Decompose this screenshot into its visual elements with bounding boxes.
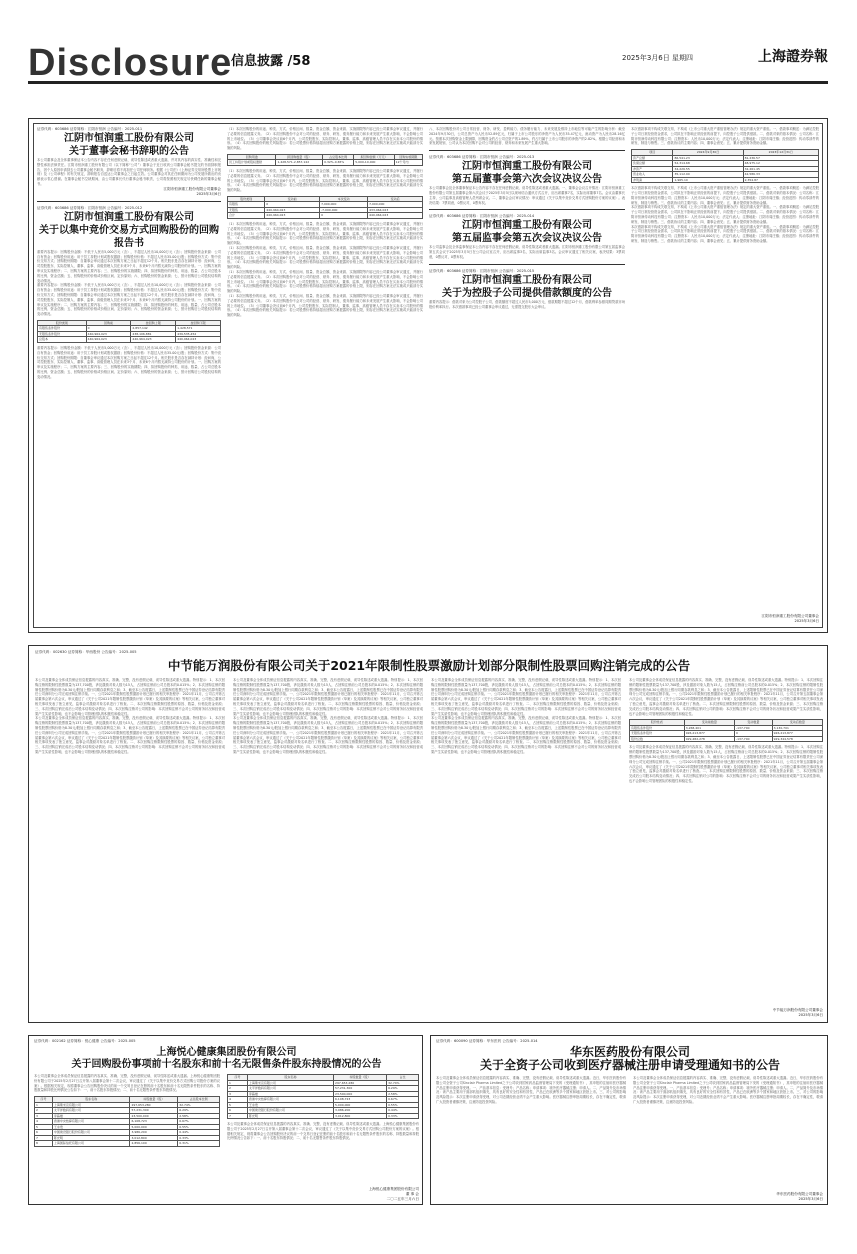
- table-cell: 4: [35, 1119, 53, 1125]
- table-header-cell: 回购实施期限: [394, 154, 422, 160]
- table-cell: 0.32%-0.65%: [323, 160, 354, 166]
- table-cell: 23,500,000: [130, 1113, 178, 1119]
- table-cell: 2: [228, 1086, 248, 1092]
- table-cell: 34,226.55: [673, 166, 743, 172]
- table-cell: 股份总数: [630, 736, 685, 742]
- announcement-body: 本公司及董事会全体成员保证信息披露的内容真实、准确、完整，没有虚假记载、误导性陈述或重大遗漏。上海悦心健康集团股份有限公司于2025年2月27日召开第八届董事会第十二次会议，审议通过了《关于以集中竞价交易方式回购公司股份方案的议案》。根据相关规定，现将董事会公告回购股份决议的前一个交易日登记在册的前十名股东和前十名无限售条件股东的名称、持股数量和持股比例情况公告如下：一、前十名股东持股情况；二、前十名无限售条件股东持股情况。: [34, 1074, 220, 1093]
- table-cell: 上海斯米克有限公司: [52, 1102, 130, 1108]
- financial-table: [631, 149, 819, 183]
- announcement-meta: 证券代码：603686 证券简称：江阴市恒润 公告编号：2025-011: [37, 127, 143, 131]
- table-cell: 3,012,800: [130, 1135, 178, 1141]
- table-cell: 营业收入: [632, 172, 673, 178]
- table-cell: 0.67%: [387, 1097, 419, 1103]
- announcement-body: 八、本次回购股份对公司日常经营、财务、研发、盈利能力、债务履行能力、未来发展及维持上市地位等可能产生的影响分析：截至2024年9月30日，公司总资产为人民币52.89亿元，归属于上市公司股东的净资产为人民币35.47亿元，流动资产为人民币28.16亿元。按照本次回购资金上限测算，回购资金约占公司总资产的1.89%，约占归属于上市公司股东的净资产的2.82%。根据公司经营和未来发展规划，公司认为本次回购不会对公司的经营、财务和未来发展产生重大影响。: [429, 127, 625, 146]
- table-cell: 香港中央结算有限公司: [247, 1097, 333, 1103]
- table-cell: 负债总额: [632, 161, 673, 167]
- table-cell: 中国建设银行股份有限公司: [247, 1108, 333, 1114]
- company-title: 江阴市恒润重工股份有限公司: [462, 220, 592, 232]
- table-header-cell: 持股数量（股）: [334, 1075, 387, 1081]
- table-cell: 57,231,300: [130, 1108, 178, 1114]
- table-cell: 929,482,278: [684, 736, 734, 742]
- table-cell: 1,428,571: [176, 326, 221, 332]
- table-header-cell: 股东名称: [52, 1097, 130, 1103]
- table-cell: -137,700: [735, 725, 773, 731]
- table-cell: 32.74%: [387, 1080, 419, 1086]
- announcement-meta: 证券代码：002162 证券简称：悦心健康 公告编号：2025-005: [34, 1039, 136, 1043]
- table-cell: 2.58%: [387, 1091, 419, 1097]
- table-cell: 433,964,023: [368, 207, 423, 213]
- table-header-cell: 变动后数量: [772, 720, 822, 726]
- table-cell: 香港中央结算有限公司: [52, 1119, 130, 1125]
- announcement-meta: 证券代码：603686 证券简称：江阴市恒润 公告编号：2025-013: [429, 155, 535, 160]
- announcement-body: 本次借款事项不构成关联交易，不构成《上市公司重大资产重组管理办法》规定的重大资产重组。一、借款事项概述：为满足控股子公司日常经营资金需求，公司拟在不影响正常经营的前提下，向控股子公司提供借款。二、借款对象的基本情况：公司名称：江阴市恒润传动科技有限公司；注册资本：人民币10,000万元；法定代表人；注册地址：江阴市周庄镇；经营范围：传动零部件的研发、制造与销售。三、借款协议的主要内容；四、董事会意见；五、累计提供财务资助金额。: [631, 224, 819, 243]
- share-change-table: [227, 196, 423, 219]
- table-header-cell: 按回购下限: [176, 320, 221, 326]
- announcement-body: （1）本次回购股份的用途、种类、方式、价格区间、数量、资金总额、资金来源、实施期限等内容已经公司董事会审议通过，并履行了必要的信息披露义务。（2）本次回购股份不会对公司的经营、财务、研发、债务履行能力和未来发展产生重大影响，不会影响公司的上市地位。（3）公司董事会决议前6个月内，公司控股股东、实际控制人、董事、监事、高级管理人员不存在买卖本公司股份的情形。（4）本次回购股份的相关风险提示：若公司股票价格持续超出回购方案披露的价格上限，则存在回购方案无法实施或只能部分实施的风险。: [227, 293, 423, 318]
- announcement-body: （1）本次回购股份的用途、种类、方式、价格区间、数量、资金总额、资金来源、实施期限等内容已经公司董事会审议通过，并履行了必要的信息披露义务。（2）本次回购股份不会对公司的经营、财务、研发、债务履行能力和未来发展产生重大影响，不会影响公司的上市地位。（3）公司董事会决议前6个月内，公司控股股东、实际控制人、董事、监事、高级管理人员不存在买卖本公司股份的情形。（4）本次回购股份的相关风险提示：若公司股票价格持续超出回购方案披露的价格上限，则存在回购方案无法实施或只能部分实施的风险。: [227, 245, 423, 270]
- table-cell: 297,653,280: [334, 1080, 387, 1086]
- column-1: [37, 127, 221, 624]
- table-cell: 0.44%: [178, 1130, 220, 1136]
- table-header-cell: 占总股本比例: [178, 1097, 220, 1103]
- table-cell: 3,012,800: [334, 1113, 387, 1119]
- announcement-body: 本公司及董事会全体成员保证信息披露的内容真实、准确、完整，没有虚假记载、误导性陈述或重大遗漏。特别提示：1、本次回购注销的限制性股票数量为137,700股，涉及激励对象人数为15人，占回购注销前公司总股本的0.015%；2、本次回购注销的限制性股票回购价格为8.30元/股加上银行同期存款利息之和；3、截至本公告披露日，上述限制性股票已在中国证券登记结算有限责任公司深圳分公司完成回购注销手续。一、公司2021年限制性股票激励计划已履行的相关审批程序：2021年11月，公司召开第五届董事会第六次会议，审议通过了《关于公司2021年限制性股票激励计划（草案）及其摘要的议案》等相关议案，公司独立董事对相关事项发表了独立意见，监事会对激励对象名单进行了核查。二、本次回购注销限制性股票的原因、数量、价格及资金来源；三、本次回购注销完成后公司股本结构变动情况；四、本次回购注销对公司的影响：本次回购注销不会对公司的财务状况和经营成果产生实质性影响，也不会影响公司管理团队的积极性和稳定性。: [629, 678, 823, 716]
- table-header-cell: 变动后: [368, 196, 423, 202]
- table-header-cell: 2024年9月30日: [673, 150, 743, 156]
- table-cell: 6,108,723: [130, 1119, 178, 1125]
- announcement-body: 本公司董事会及全体董事保证本公告内容不存在任何虚假记载、误导性陈述或者重大遗漏，并对其内容的真实性、准确性和完整性承担法律责任。江阴市恒润重工股份有限公司（以下简称“公司”）董事会于近日收到公司董事会秘书提交的书面辞职报告，因个人原因申请辞去公司董事会秘书职务，辞职后将不再担任公司任何职务。根据《公司法》《上海证券交易所股票上市规则》及《公司章程》的有关规定，辞职报告自送达公司董事会之日起生效。公司董事会对其在任职期间为公司发展所做出的贡献表示衷心感谢。在董事会秘书空缺期间，由公司董事长代行董事会秘书职责，公司将按照相关规定尽快聘任新的董事会秘书。: [37, 158, 221, 186]
- section-brand: Disclosure: [28, 42, 233, 84]
- announcement-block-bottom-right: [430, 1035, 828, 1205]
- announcement-title: 中节能万润股份有限公司关于2021年限制性股票激励计划部分限制性股票回购注销完成的公告: [167, 658, 691, 673]
- table-cell: 有限售条件股份: [630, 725, 685, 731]
- table-header-cell: 变动数量: [735, 720, 773, 726]
- announcement-body: （1）本次回购股份的用途、种类、方式、价格区间、数量、资金总额、资金来源、实施期限等内容已经公司董事会审议通过，并履行了必要的信息披露义务。（2）本次回购股份不会对公司的经营、财务、研发、债务履行能力和未来发展产生重大影响，不会影响公司的上市地位。（3）公司董事会决议前6个月内，公司控股股东、实际控制人、董事、监事、高级管理人员不存在买卖本公司股份的情形。（4）本次回购股份的相关风险提示：若公司股票价格持续超出回购方案披露的价格上限，则存在回购方案无法实施或只能部分实施的风险。: [227, 168, 423, 193]
- table-cell: 0: [265, 202, 320, 208]
- table-cell: 李慈雄: [52, 1113, 130, 1119]
- column-4: [631, 127, 819, 624]
- table-row: [228, 160, 423, 166]
- announcement-body: 重要内容提示：回购股份金额：不低于人民币5,000万元（含），不超过人民币10,000万元（含）；回购股份资金来源：公司自有资金；回购股份用途：用于员工持股计划或股权激励；回购股份价格：不超过人民币35.00元/股；回购股份方式：集中竞价交易方式；回购股份期限：自董事会审议通过本次回购方案之日起不超过12个月。相关股东是否存在减持计划：经问询，公司控股股东、实际控制人、董事、监事、高级管理人员在未来3个月、未来6个月内暂无减持公司股份的计划。一、回购方案的审议及实施程序；二、回购方案的主要内容；三、回购股份的实施期限；四、拟回购股份的种类、用途、数量、占公司总股本的比例、资金总额；五、回购股份的价格或价格区间、定价原则；六、回购股份的资金来源；七、预计回购后公司股权结构的变动情况。: [37, 345, 221, 379]
- table-cell: 0: [320, 213, 368, 219]
- table-cell: 48,975.12: [743, 161, 818, 167]
- table-header-cell: 股东名称: [247, 1075, 333, 1081]
- table-cell: 6.29%: [387, 1086, 419, 1092]
- table-header-cell: 回购用途: [228, 154, 276, 160]
- table-header-cell: 2023年12月31日: [743, 150, 818, 156]
- table-cell: 总股本: [38, 337, 87, 343]
- table-cell: 12个月内: [394, 160, 422, 166]
- table-cell: 440,964,023: [265, 207, 320, 213]
- announcement-body: 重要内容提示：借款对象为公司控股子公司，借款额度不超过人民币5,000万元，借款期限不超过12个月，借款利率参照同期贷款市场报价利率执行。本次借款事项已经公司董事会审议通过，无需提交股东大会审议。: [429, 299, 625, 309]
- announcement-body: 本公司及董事会全体成员保证信息披露的内容真实、准确、完整，没有虚假记载、误导性陈述或重大遗漏。特别提示：1、本次回购注销的限制性股票数量为137,700股，涉及激励对象人数为15人，占回购注销前公司总股本的0.015%；2、本次回购注销的限制性股票回购价格为8.30元/股加上银行同期存款利息之和；3、截至本公告披露日，上述限制性股票已在中国证券登记结算有限责任公司深圳分公司完成回购注销手续。一、公司2021年限制性股票激励计划已履行的相关审批程序：2021年11月，公司召开第五届董事会第六次会议，审议通过了《关于公司2021年限制性股票激励计划（草案）及其摘要的议案》等相关议案，公司独立董事对相关事项发表了独立意见，监事会对激励对象名单进行了核查。二、本次回购注销限制性股票的原因、数量、价格及资金来源；三、本次回购注销完成后公司股本结构变动情况；四、本次回购注销对公司的影响：本次回购注销不会对公司的财务状况和经营成果产生实质性影响，也不会影响公司管理团队的积极性和稳定性。: [431, 716, 621, 754]
- table-cell: 0.44%: [387, 1108, 419, 1114]
- table-row: [35, 1141, 220, 1147]
- table-row: [630, 736, 823, 742]
- announcement-body: 本次借款事项不构成关联交易，不构成《上市公司重大资产重组管理办法》规定的重大资产重组。一、借款事项概述：为满足控股子公司日常经营资金需求，公司拟在不影响正常经营的前提下，向控股子公司提供借款。二、借款对象的基本情况：公司名称：江阴市恒润传动科技有限公司；注册资本：人民币10,000万元；法定代表人；注册地址：江阴市周庄镇；经营范围：传动零部件的研发、制造与销售。三、借款协议的主要内容；四、董事会意见；五、累计提供财务资助金额。: [631, 205, 819, 224]
- announcement-body: 本公司及董事会全体成员保证信息披露的内容真实、准确、完整，没有虚假记载、误导性陈述或重大遗漏。上海悦心健康集团股份有限公司于2025年2月27日召开第八届董事会第十二次会议，审议通过了《关于以集中竞价交易方式回购公司股份方案的议案》。根据相关规定，现将董事会公告回购股份决议的前一个交易日登记在册的前十名股东和前十名无限售条件股东的名称、持股数量和持股比例情况公告如下：一、前十名股东持股情况；二、前十名无限售条件股东持股情况。: [227, 1122, 419, 1141]
- table-row: [228, 213, 423, 219]
- announcement-body: 本公司及董事会全体成员保证信息披露的内容真实、准确、完整，没有虚假记载、误导性陈述或重大遗漏。特别提示：1、本次回购注销的限制性股票数量为137,700股，涉及激励对象人数为15人，占回购注销前公司总股本的0.015%；2、本次回购注销的限制性股票回购价格为8.30元/股加上银行同期存款利息之和；3、截至本公告披露日，上述限制性股票已在中国证券登记结算有限责任公司深圳分公司完成回购注销手续。一、公司2021年限制性股票激励计划已履行的相关审批程序：2021年11月，公司召开第五届董事会第六次会议，审议通过了《关于公司2021年限制性股票激励计划（草案）及其摘要的议案》等相关议案，公司独立董事对相关事项发表了独立意见，监事会对激励对象名单进行了核查。二、本次回购注销限制性股票的原因、数量、价格及资金来源；三、本次回购注销完成后公司股本结构变动情况；四、本次回购注销对公司的影响：本次回购注销不会对公司的财务状况和经营成果产生实质性影响，也不会影响公司管理团队的积极性和稳定性。: [431, 678, 621, 716]
- table-cell: 陈光明: [52, 1135, 130, 1141]
- table-header-cell: 项目: [632, 150, 673, 156]
- table-cell: 3,268,401: [684, 725, 734, 731]
- table-cell: 上海国际信托有限公司: [52, 1141, 130, 1147]
- table-cell: 5,000,000: [130, 1124, 178, 1130]
- masthead: [28, 40, 828, 84]
- share-structure-table: [37, 320, 221, 343]
- announcement-body: 重要内容提示：回购股份金额：不低于人民币5,000万元（含），不超过人民币10,000万元（含）；回购股份资金来源：公司自有资金；回购股份用途：用于员工持股计划或股权激励；回购股份价格：不超过人民币35.00元/股；回购股份方式：集中竞价交易方式；回购股份期限：自董事会审议通过本次回购方案之日起不超过12个月。相关股东是否存在减持计划：经问询，公司控股股东、实际控制人、董事、监事、高级管理人员在未来3个月、未来6个月内暂无减持公司股份的计划。一、回购方案的审议及实施程序；二、回购方案的主要内容；三、回购股份的实施期限；四、拟回购股份的种类、用途、数量、占公司总股本的比例、资金总额；五、回购股份的价格或价格区间、定价原则；六、回购股份的资金来源；七、预计回购后公司股权结构的变动情况。: [37, 283, 221, 317]
- announcement-meta: 证券代码：603686 证券简称：江阴市恒润 公告编号：2025-012: [37, 205, 143, 210]
- announcement-body: （1）本次回购股份的用途、种类、方式、价格区间、数量、资金总额、资金来源、实施期限等内容已经公司董事会审议通过，并履行了必要的信息披露义务。（2）本次回购股份不会对公司的经营、财务、研发、债务履行能力和未来发展产生重大影响，不会影响公司的上市地位。（3）公司董事会决议前6个月内，公司控股股东、实际控制人、董事、监事、高级管理人员不存在买卖本公司股份的情形。（4）本次回购股份的相关风险提示：若公司股票价格持续超出回购方案披露的价格上限，则存在回购方案无法实施或只能部分实施的风险。: [227, 269, 423, 294]
- issue-date: 2025年3月6日 星期四: [622, 54, 693, 62]
- table-cell: 440,964,023: [368, 213, 423, 219]
- column-1: [436, 1076, 626, 1202]
- table-cell: 员工持股计划或股权激励: [228, 160, 276, 166]
- announcement-body: 本公司及董事会全体成员保证信息披露的内容真实、准确、完整，没有虚假记载、误导性陈述或重大遗漏。特别提示：1、本次回购注销的限制性股票数量为137,700股，涉及激励对象人数为15人，占回购注销前公司总股本的0.015%；2、本次回购注销的限制性股票回购价格为8.30元/股加上银行同期存款利息之和；3、截至本公告披露日，上述限制性股票已在中国证券登记结算有限责任公司深圳分公司完成回购注销手续。一、公司2021年限制性股票激励计划已履行的相关审批程序：2021年11月，公司召开第五届董事会第六次会议，审议通过了《关于公司2021年限制性股票激励计划（草案）及其摘要的议案》等相关议案，公司独立董事对相关事项发表了独立意见，监事会对激励对象名单进行了核查。二、本次回购注销限制性股票的原因、数量、价格及资金来源；三、本次回购注销完成后公司股本结构变动情况；四、本次回购注销对公司的影响：本次回购注销不会对公司的财务状况和经营成果产生实质性影响，也不会影响公司管理团队的积极性和稳定性。: [35, 678, 225, 716]
- table-cell: 7: [228, 1113, 248, 1119]
- table-cell: 4: [228, 1097, 248, 1103]
- table-cell: 86,541.23: [673, 155, 743, 161]
- table-cell: 资产总额: [632, 155, 673, 161]
- signature: 中节能万润股份有限公司董事会 2025年3月6日: [772, 1008, 823, 1017]
- table-cell: 7,000,000: [320, 202, 368, 208]
- table-cell: 5,000,000: [334, 1102, 387, 1108]
- company-title: 江阴市恒润重工股份有限公司: [462, 274, 592, 286]
- announcement-body: （1）本次回购股份的用途、种类、方式、价格区间、数量、资金总额、资金来源、实施期限等内容已经公司董事会审议通过，并履行了必要的信息披露义务。（2）本次回购股份不会对公司的经营、财务、研发、债务履行能力和未来发展产生重大影响，不会影响公司的上市地位。（3）公司董事会决议前6个月内，公司控股股东、实际控制人、董事、监事、高级管理人员不存在买卖本公司股份的情形。（4）本次回购股份的相关风险提示：若公司股票价格持续超出回购方案披露的价格上限，则存在回购方案无法实施或只能部分实施的风险。: [227, 127, 423, 151]
- table-cell: 1,965.10: [673, 177, 743, 183]
- column-2: [227, 127, 423, 624]
- table-cell: 6.29%: [178, 1108, 220, 1114]
- table-cell: 0.33%: [178, 1135, 220, 1141]
- table-cell: 5: [35, 1124, 53, 1130]
- table-cell: 1: [35, 1102, 53, 1108]
- column-2: [227, 1074, 419, 1202]
- announcement-title: 第五届董事会第六次会议决议公告: [452, 174, 602, 186]
- table-cell: 23,500,000: [334, 1091, 387, 1097]
- announcement-meta: 证券代码：002630 证券简称：华西股份 公告编号：2025-005: [35, 650, 137, 654]
- announcement-body: 本公司及董事会全体成员保证信息披露的内容真实、准确、完整，没有虚假记载、误导性陈述或重大遗漏。近日，华东医药股份有限公司全资子公司Sinclair Pharma Limited之子公司收到国家药品监督管理局下发的《受理通知书》，其申报的注射用医疗器械产品注册申请获得受理。一、产品基本信息：受理号；产品名称；申请事项：境外医疗器械注册；申请人。二、产品简介及市场情况：该产品主要用于面部软组织填充，具有良好的安全性和有效性，产品已在欧洲等多个国家和地区获批上市。三、对公司的影响及风险提示：本次注册申请获得受理，对公司近期经营业绩不会产生重大影响。医疗器械注册审批周期较长，存在不确定性，敬请广大投资者谨慎决策，注意防范投资风险。: [633, 1076, 823, 1104]
- announcement-meta: 证券代码：603686 证券简称：江阴市恒润 公告编号：2025-015: [429, 268, 535, 273]
- announcement-body: 本公司董事会及全体董事保证本公告内容不存在任何虚假记载、误导性陈述或者重大遗漏。一、董事会会议召开情况：江阴市恒润重工股份有限公司第五届董事会第六次会议于2025年3月5日以现场结合通讯方式召开，应出席董事7名，实际出席董事7名。会议由董事长主持，公司监事及高级管理人员列席会议。二、董事会会议审议情况：审议通过《关于以集中竞价交易方式回购股份方案的议案》。表决结果：7票同意，0票反对，0票弃权。: [429, 186, 625, 205]
- table-header-cell: 本次变动: [320, 196, 368, 202]
- table-cell: 陈光明: [247, 1113, 333, 1119]
- table-cell: 7,000,000: [368, 202, 423, 208]
- table-row: [228, 1113, 419, 1119]
- table-cell: 6: [35, 1130, 53, 1136]
- announcement-meta: 证券代码：603686 证券简称：江阴市恒润 公告编号：2025-014: [429, 214, 535, 219]
- column-3: [429, 127, 625, 624]
- table-header-cell: 股份性质: [630, 720, 685, 726]
- announcement-meta: 证券代码：600090 证券简称：华东医药 公告编号：2025-014: [436, 1039, 538, 1043]
- table-header-cell: 按回购上限: [131, 320, 176, 326]
- table-cell: 3,130,701: [772, 725, 822, 731]
- table-cell: 3,986,200: [334, 1108, 387, 1114]
- table-cell: 32,261.45: [743, 166, 818, 172]
- announcement-body: 本次借款事项不构成关联交易，不构成《上市公司重大资产重组管理办法》规定的重大资产重组。一、借款事项概述：为满足控股子公司日常经营资金需求，公司拟在不影响正常经营的前提下，向控股子公司提供借款。二、借款对象的基本情况：公司名称：江阴市恒润传动科技有限公司；注册资本：人民币10,000万元；法定代表人；注册地址：江阴市周庄镇；经营范围：传动零部件的研发、制造与销售。三、借款协议的主要内容；四、董事会意见；五、累计提供财务资助金额。: [631, 127, 819, 146]
- table-header-cell: 变动前数量: [684, 720, 734, 726]
- company-title: 华东医药股份有限公司: [569, 1045, 690, 1059]
- column-2: [633, 1076, 823, 1202]
- table-cell: 无限售: [228, 207, 265, 213]
- announcement-title: 关于为控股子公司提供借款额度的公告: [442, 287, 612, 299]
- table-cell: 439,535,452: [176, 331, 221, 337]
- announcement-block-middle: [28, 645, 828, 1023]
- top-shareholders-table: [34, 1096, 220, 1147]
- table-cell: 440,964,023: [131, 337, 176, 343]
- table-cell: 3,986,200: [130, 1130, 178, 1136]
- table-header-cell: 序号: [228, 1075, 248, 1081]
- table-header-cell: 拟回购金额（万元）: [354, 154, 394, 160]
- table-cell: 6,108,723: [334, 1097, 387, 1103]
- announcement-title: 关于全资子公司收到医疗器械注册申请受理通知书的公告: [479, 1058, 780, 1072]
- company-title: 上海悦心健康集团股份有限公司: [156, 1047, 297, 1058]
- announcement-title: 关于董事会秘书辞职的公告: [69, 146, 189, 157]
- table-cell: 1: [228, 1080, 248, 1086]
- table-cell: -7,000,000: [320, 207, 368, 213]
- signature: 江阴市恒润重工股份有限公司董事会 2025年3月6日: [761, 614, 819, 623]
- table-cell: 有限售: [228, 202, 265, 208]
- table-cell: 合计: [228, 213, 265, 219]
- table-cell: 上海斯米克有限公司: [247, 1080, 333, 1086]
- table-cell: 无限售条件股份: [630, 731, 685, 737]
- signature: 华东医药股份有限公司董事会 2025年3月6日: [776, 1192, 823, 1201]
- signature: 上海悦心健康集团股份有限公司 董 事 会 二〇二五年三月六日: [368, 1187, 419, 1201]
- newspaper-logo: 上海證券報: [758, 49, 828, 65]
- company-title: 江阴市恒润重工股份有限公司: [64, 211, 194, 223]
- table-cell: 净利润: [632, 177, 673, 183]
- table-cell: 8: [35, 1141, 53, 1147]
- table-cell: 35,112.90: [673, 172, 743, 178]
- table-cell: 0.31%: [178, 1141, 220, 1147]
- column-1: [35, 678, 225, 1018]
- table-cell: 7: [35, 1135, 53, 1141]
- table-cell: 42,586.33: [743, 172, 818, 178]
- table-cell: 0.55%: [178, 1124, 220, 1130]
- table-cell: 440,964,023: [86, 337, 131, 343]
- announcement-body: 重要内容提示：回购股份金额：不低于人民币5,000万元（含），不超过人民币10,000万元（含）；回购股份资金来源：公司自有资金；回购股份用途：用于员工持股计划或股权激励；回购股份价格：不超过人民币35.00元/股；回购股份方式：集中竞价交易方式；回购股份期限：自董事会审议通过本次回购方案之日起不超过12个月。相关股东是否存在减持计划：经问询，公司控股股东、实际控制人、董事、监事、高级管理人员在未来3个月、未来6个月内暂无减持公司股份的计划。一、回购方案的审议及实施程序；二、回购方案的主要内容；三、回购股份的实施期限；四、拟回购股份的种类、用途、数量、占公司总股本的比例、资金总额；五、回购股份的价格或价格区间、定价原则；六、回购股份的资金来源；七、预计回购后公司股权结构的变动情况。: [37, 249, 221, 283]
- table-header-cell: 变动前: [265, 196, 320, 202]
- table-cell: 无限售条件股份: [38, 331, 87, 337]
- table-cell: 2,354.87: [743, 177, 818, 183]
- table-cell: 3: [35, 1113, 53, 1119]
- table-cell: 926,213,877: [772, 731, 822, 737]
- table-cell: 李慈雄: [247, 1091, 333, 1097]
- signature: 江阴市恒润重工股份有限公司董事会 2025年3月6日: [163, 186, 221, 196]
- table-cell: 0: [735, 731, 773, 737]
- column-4: [629, 678, 823, 1018]
- table-header-cell: 序号: [35, 1097, 53, 1103]
- table-cell: 440,964,023: [265, 213, 320, 219]
- share-structure-table: [629, 719, 823, 742]
- table-row: [38, 337, 221, 343]
- announcement-body: 本公司及董事会全体成员保证信息披露的内容真实、准确、完整，没有虚假记载、误导性陈述或重大遗漏。特别提示：1、本次回购注销的限制性股票数量为137,700股，涉及激励对象人数为15人，占回购注销前公司总股本的0.015%；2、本次回购注销的限制性股票回购价格为8.30元/股加上银行同期存款利息之和；3、截至本公告披露日，上述限制性股票已在中国证券登记结算有限责任公司深圳分公司完成回购注销手续。一、公司2021年限制性股票激励计划已履行的相关审批程序：2021年11月，公司召开第五届董事会第六次会议，审议通过了《关于公司2021年限制性股票激励计划（草案）及其摘要的议案》等相关议案，公司独立董事对相关事项发表了独立意见，监事会对激励对象名单进行了核查。二、本次回购注销限制性股票的原因、数量、价格及资金来源；三、本次回购注销完成后公司股本结构变动情况；四、本次回购注销对公司的影响：本次回购注销不会对公司的财务状况和经营成果产生实质性影响，也不会影响公司管理团队的积极性和稳定性。: [233, 716, 423, 754]
- announcement-body: 本次借款事项不构成关联交易，不构成《上市公司重大资产重组管理办法》规定的重大资产重组。一、借款事项概述：为满足控股子公司日常经营资金需求，公司拟在不影响正常经营的前提下，向控股子公司提供借款。二、借款对象的基本情况：公司名称：江阴市恒润传动科技有限公司；注册资本：人民币10,000万元；法定代表人；注册地址：江阴市周庄镇；经营范围：传动零部件的研发、制造与销售。三、借款协议的主要内容；四、董事会意见；五、累计提供财务资助金额。: [631, 186, 819, 205]
- table-cell: 2.58%: [178, 1113, 220, 1119]
- table-cell: 净资产: [632, 166, 673, 172]
- column-3: [431, 678, 621, 1018]
- table-cell: -137,700: [735, 736, 773, 742]
- company-title: 江阴市恒润重工股份有限公司: [64, 133, 194, 144]
- table-cell: 0: [86, 326, 131, 332]
- section-title: 信息披露 /58: [231, 54, 311, 69]
- table-cell: 太平洋数码有限公司: [52, 1108, 130, 1114]
- column-1: [34, 1074, 220, 1202]
- table-cell: 王永贵: [247, 1102, 333, 1108]
- announcement-body: 本公司及董事会全体成员保证信息披露的内容真实、准确、完整，没有虚假记载、误导性陈述或重大遗漏。特别提示：1、本次回购注销的限制性股票数量为137,700股，涉及激励对象人数为15人，占回购注销前公司总股本的0.015%；2、本次回购注销的限制性股票回购价格为8.30元/股加上银行同期存款利息之和；3、截至本公告披露日，上述限制性股票已在中国证券登记结算有限责任公司深圳分公司完成回购注销手续。一、公司2021年限制性股票激励计划已履行的相关审批程序：2021年11月，公司召开第五届董事会第六次会议，审议通过了《关于公司2021年限制性股票激励计划（草案）及其摘要的议案》等相关议案，公司独立董事对相关事项发表了独立意见，监事会对激励对象名单进行了核查。二、本次回购注销限制性股票的原因、数量、价格及资金来源；三、本次回购注销完成后公司股本结构变动情况；四、本次回购注销对公司的影响：本次回购注销不会对公司的财务状况和经营成果产生实质性影响，也不会影响公司管理团队的积极性和稳定性。: [629, 745, 823, 783]
- table-cell: 32.74%: [178, 1102, 220, 1108]
- repurchase-plan-table: [227, 154, 423, 166]
- table-cell: 440,964,023: [86, 331, 131, 337]
- table-cell: 6: [228, 1108, 248, 1114]
- table-cell: 57,231,300: [334, 1086, 387, 1092]
- table-header-cell: 占总股本比例: [323, 154, 354, 160]
- announcement-body: 本公司及董事会全体成员保证信息披露的内容真实、准确、完整，没有虚假记载、误导性陈述或重大遗漏。近日，华东医药股份有限公司全资子公司Sinclair Pharma Limited之子公司收到国家药品监督管理局下发的《受理通知书》，其申报的注射用医疗器械产品注册申请获得受理。一、产品基本信息：受理号；产品名称；申请事项：境外医疗器械注册；申请人。二、产品简介及市场情况：该产品主要用于面部软组织填充，具有良好的安全性和有效性，产品已在欧洲等多个国家和地区获批上市。三、对公司的影响及风险提示：本次注册申请获得受理，对公司近期经营业绩不会产生重大影响。医疗器械注册审批周期较长，存在不确定性，敬请广大投资者谨慎决策，注意防范投资风险。: [436, 1076, 626, 1104]
- table-cell: 5,000-10,000: [354, 160, 394, 166]
- table-cell: 297,653,280: [130, 1102, 178, 1108]
- announcement-title: 关于回购股份事项前十名股东和前十名无限售条件股东持股情况的公告: [71, 1059, 382, 1070]
- table-cell: 81,236.57: [743, 155, 818, 161]
- table-header-cell: 持股数量（股）: [130, 1097, 178, 1103]
- table-cell: 中国建设银行股份有限公司: [52, 1130, 130, 1136]
- table-cell: 3: [228, 1091, 248, 1097]
- column-2: [233, 678, 423, 1018]
- table-cell: 0.33%: [387, 1113, 419, 1119]
- table-header-cell: 占比: [387, 1075, 419, 1081]
- top-unrestricted-shareholders-table: [227, 1074, 419, 1119]
- announcement-body: （1）本次回购股份的用途、种类、方式、价格区间、数量、资金总额、资金来源、实施期限等内容已经公司董事会审议通过，并履行了必要的信息披露义务。（2）本次回购股份不会对公司的经营、财务、研发、债务履行能力和未来发展产生重大影响，不会影响公司的上市地位。（3）公司董事会决议前6个月内，公司控股股东、实际控制人、董事、监事、高级管理人员不存在买卖本公司股份的情形。（4）本次回购股份的相关风险提示：若公司股票价格持续超出回购方案披露的价格上限，则存在回购方案无法实施或只能部分实施的风险。: [227, 221, 423, 246]
- table-cell: 5: [228, 1102, 248, 1108]
- table-cell: 1,428,571-2,857,142: [276, 160, 323, 166]
- table-cell: 2,856,100: [130, 1141, 178, 1147]
- announcement-body: 本公司及董事会全体成员保证信息披露的内容真实、准确、完整，没有虚假记载、误导性陈述或重大遗漏。特别提示：1、本次回购注销的限制性股票数量为137,700股，涉及激励对象人数为15人，占回购注销前公司总股本的0.015%；2、本次回购注销的限制性股票回购价格为8.30元/股加上银行同期存款利息之和；3、截至本公告披露日，上述限制性股票已在中国证券登记结算有限责任公司深圳分公司完成回购注销手续。一、公司2021年限制性股票激励计划已履行的相关审批程序：2021年11月，公司召开第五届董事会第六次会议，审议通过了《关于公司2021年限制性股票激励计划（草案）及其摘要的议案》等相关议案，公司独立董事对相关事项发表了独立意见，监事会对激励对象名单进行了核查。二、本次回购注销限制性股票的原因、数量、价格及资金来源；三、本次回购注销完成后公司股本结构变动情况；四、本次回购注销对公司的影响：本次回购注销不会对公司的财务状况和经营成果产生实质性影响，也不会影响公司管理团队的积极性和稳定性。: [35, 716, 225, 754]
- table-header-cell: 拟回购数量（股）: [276, 154, 323, 160]
- announcement-title: 关于以集中竞价交易方式回购股份的回购报告书: [39, 224, 219, 249]
- table-cell: 438,106,881: [131, 331, 176, 337]
- announcement-block-top: [28, 118, 828, 633]
- announcement-body: 本公司监事会及全体监事保证本公告内容不存在任何虚假记载、误导性陈述或者重大遗漏。江阴市恒润重工股份有限公司第五届监事会第五次会议于2025年3月5日在公司会议室召开，应出席监事3名，实际出席监事3名。会议审议通过了相关议案，表决结果：3票同意，0票反对，0票弃权。: [429, 245, 625, 259]
- table-cell: 929,344,578: [772, 736, 822, 742]
- announcement-block-bottom-left: [28, 1035, 423, 1205]
- announcement-body: 本公司及董事会全体成员保证信息披露的内容真实、准确、完整，没有虚假记载、误导性陈述或重大遗漏。特别提示：1、本次回购注销的限制性股票数量为137,700股，涉及激励对象人数为15人，占回购注销前公司总股本的0.015%；2、本次回购注销的限制性股票回购价格为8.30元/股加上银行同期存款利息之和；3、截至本公告披露日，上述限制性股票已在中国证券登记结算有限责任公司深圳分公司完成回购注销手续。一、公司2021年限制性股票激励计划已履行的相关审批程序：2021年11月，公司召开第五届董事会第六次会议，审议通过了《关于公司2021年限制性股票激励计划（草案）及其摘要的议案》等相关议案，公司独立董事对相关事项发表了独立意见，监事会对激励对象名单进行了核查。二、本次回购注销限制性股票的原因、数量、价格及资金来源；三、本次回购注销完成后公司股本结构变动情况；四、本次回购注销对公司的影响：本次回购注销不会对公司的财务状况和经营成果产生实质性影响，也不会影响公司管理团队的积极性和稳定性。: [233, 678, 423, 716]
- table-row: [632, 177, 819, 183]
- table-cell: 0.55%: [387, 1102, 419, 1108]
- table-cell: 王永贵: [52, 1124, 130, 1130]
- table-header-cell: 股份类别: [228, 196, 265, 202]
- table-cell: 0.67%: [178, 1119, 220, 1125]
- table-cell: 2: [35, 1108, 53, 1114]
- announcement-title: 第五届监事会第五次会议决议公告: [452, 233, 602, 245]
- table-header-cell: 股份类别: [38, 320, 87, 326]
- table-cell: 2,857,142: [131, 326, 176, 332]
- table-header-cell: 回购前: [86, 320, 131, 326]
- table-cell: 926,213,877: [684, 731, 734, 737]
- table-cell: 太平洋数码有限公司: [247, 1086, 333, 1092]
- table-cell: 52,314.68: [673, 161, 743, 167]
- table-cell: 有限售条件股份: [38, 326, 87, 332]
- table-cell: 440,964,023: [176, 337, 221, 343]
- company-title: 江阴市恒润重工股份有限公司: [462, 161, 592, 173]
